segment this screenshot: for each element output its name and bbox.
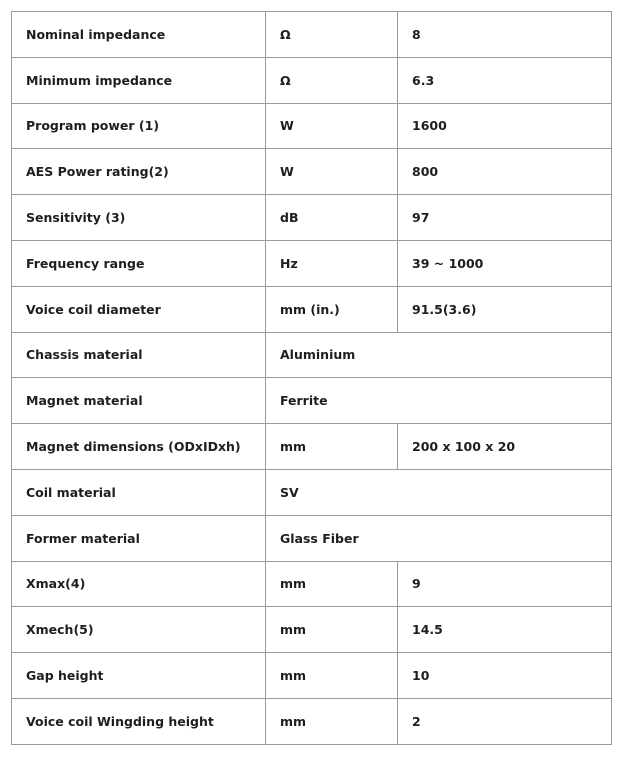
table-row <box>12 57 612 103</box>
param-cell: Gap height <box>12 653 266 699</box>
unit-cell: mm <box>266 607 398 653</box>
param-cell: Xmax(4) <box>12 561 266 607</box>
table-row <box>12 195 612 241</box>
value-cell: 9 <box>398 561 612 607</box>
param-cell: Former material <box>12 515 266 561</box>
merged-value-cell: SV <box>266 469 612 515</box>
param-cell: Magnet material <box>12 378 266 424</box>
table-row <box>12 653 612 699</box>
value-cell: 97 <box>398 195 612 241</box>
table-row <box>12 698 612 744</box>
param-cell: Coil material <box>12 469 266 515</box>
table-row <box>12 424 612 470</box>
value-cell: 14.5 <box>398 607 612 653</box>
table-row <box>12 149 612 195</box>
param-cell: Sensitivity (3) <box>12 195 266 241</box>
value-cell: 1600 <box>398 103 612 149</box>
unit-cell: W <box>266 103 398 149</box>
merged-value-cell: Ferrite <box>266 378 612 424</box>
unit-cell: Ω <box>266 12 398 58</box>
param-cell: Voice coil diameter <box>12 286 266 332</box>
value-cell: 10 <box>398 653 612 699</box>
table-row <box>12 240 612 286</box>
param-cell: Frequency range <box>12 240 266 286</box>
table-row <box>12 469 612 515</box>
param-cell: Chassis material <box>12 332 266 378</box>
unit-cell: mm <box>266 698 398 744</box>
param-cell: Nominal impedance <box>12 12 266 58</box>
table-row <box>12 515 612 561</box>
table-row <box>12 332 612 378</box>
unit-cell: mm <box>266 561 398 607</box>
unit-cell: mm <box>266 653 398 699</box>
table-row <box>12 561 612 607</box>
param-cell: Magnet dimensions (ODxIDxh) <box>12 424 266 470</box>
table-row <box>12 607 612 653</box>
param-cell: Xmech(5) <box>12 607 266 653</box>
spec-table-body <box>12 12 612 745</box>
unit-cell: mm (in.) <box>266 286 398 332</box>
merged-value-cell: Aluminium <box>266 332 612 378</box>
param-cell: AES Power rating(2) <box>12 149 266 195</box>
value-cell: 91.5(3.6) <box>398 286 612 332</box>
unit-cell: Ω <box>266 57 398 103</box>
value-cell: 6.3 <box>398 57 612 103</box>
table-row <box>12 378 612 424</box>
param-cell: Minimum impedance <box>12 57 266 103</box>
param-cell: Program power (1) <box>12 103 266 149</box>
unit-cell: W <box>266 149 398 195</box>
value-cell: 39 ~ 1000 <box>398 240 612 286</box>
value-cell: 8 <box>398 12 612 58</box>
table-row <box>12 103 612 149</box>
spec-table <box>11 11 612 745</box>
unit-cell: Hz <box>266 240 398 286</box>
param-cell: Voice coil Wingding height <box>12 698 266 744</box>
value-cell: 2 <box>398 698 612 744</box>
merged-value-cell: Glass Fiber <box>266 515 612 561</box>
table-row <box>12 12 612 58</box>
value-cell: 200 x 100 x 20 <box>398 424 612 470</box>
unit-cell: mm <box>266 424 398 470</box>
value-cell: 800 <box>398 149 612 195</box>
unit-cell: dB <box>266 195 398 241</box>
table-row <box>12 286 612 332</box>
